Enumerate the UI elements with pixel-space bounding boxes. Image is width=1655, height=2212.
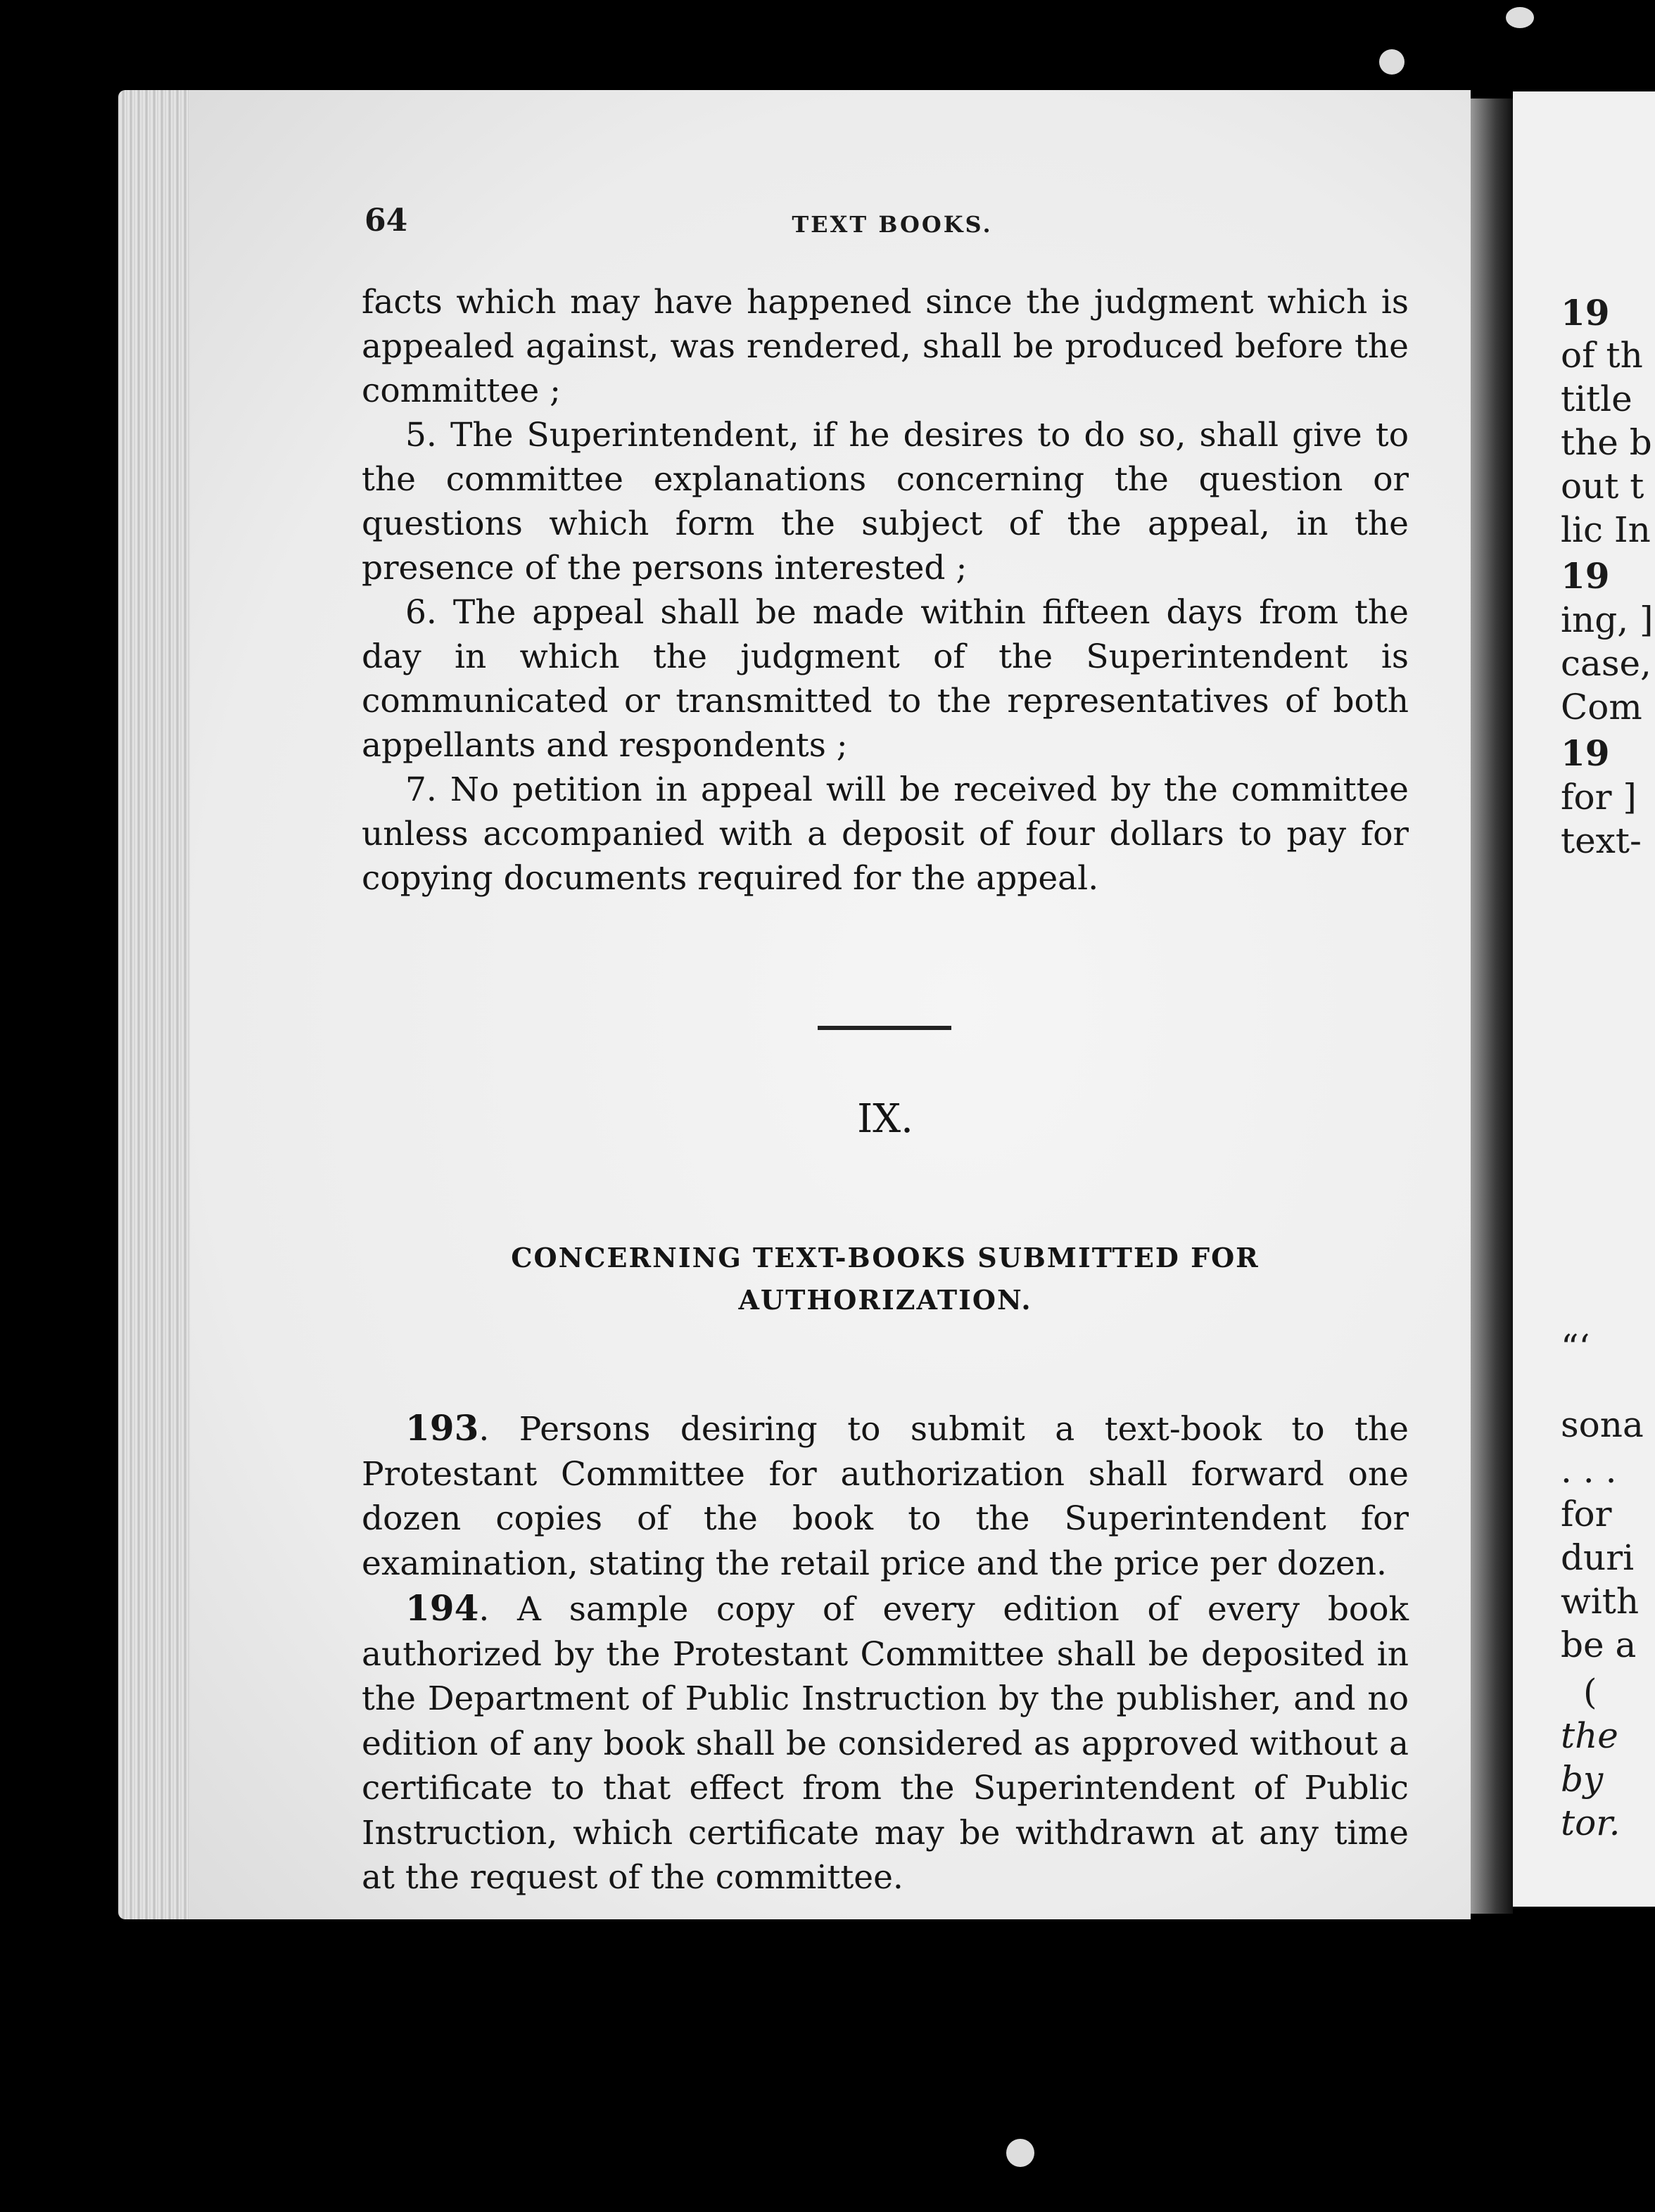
facing-page-fragment: for ] [1561, 777, 1637, 818]
facing-page-fragment: with [1561, 1581, 1640, 1622]
article-number: 194 [405, 1587, 479, 1629]
section-number: IX. [857, 1096, 913, 1142]
running-title: TEXT BOOKS. [792, 211, 993, 238]
article-number: 193 [405, 1407, 479, 1449]
section-title-line: CONCERNING TEXT-BOOKS SUBMITTED FOR [511, 1242, 1260, 1273]
facing-page-fragment: . . . [1561, 1450, 1617, 1491]
facing-page-fragment: for [1561, 1494, 1612, 1534]
facing-page-fragment: case, [1561, 643, 1651, 684]
paragraph: facts which may have happened since the judgment which is appealed against, was rendered, shall be produced before the committee ; [362, 283, 1409, 410]
section-title [362, 1237, 1409, 1321]
facing-page-fragment: “‘ [1561, 1327, 1590, 1368]
facing-page-fragment: tor. [1561, 1803, 1621, 1843]
article-text: . Persons desiring to submit a text-book to the Protestant Committee for authorization shall forward one dozen copies of the book to the Superintendent for examination, stating the retail price and the price per dozen. [362, 1410, 1409, 1583]
articles [362, 1406, 1409, 1900]
paragraph: 5. The Superintendent, if he desires to do so, shall give to the committee explanations concerning the question or questions which form the subject of the appeal, in the presence of the persons interested ; [362, 416, 1409, 587]
facing-page-fragment: lic In [1561, 509, 1651, 550]
facing-page-fragment: title [1561, 379, 1632, 419]
article [362, 1586, 1409, 1900]
article [362, 1406, 1409, 1586]
scan-speck [1006, 2139, 1034, 2167]
facing-page-fragment: ( [1583, 1672, 1597, 1712]
facing-page-fragment: the b [1561, 422, 1652, 463]
facing-page-fragment: the [1561, 1715, 1618, 1756]
running-head [364, 203, 1420, 245]
paragraph: 7. No petition in appeal will be received by the committee unless accompanied with a deposit of four dollars to pay for copying documents required for the appeal. [362, 770, 1409, 898]
facing-page-fragment: by [1561, 1759, 1604, 1800]
facing-page-fragment: 19 [1561, 732, 1610, 774]
facing-page-fragment: of th [1561, 335, 1643, 376]
facing-page [1513, 91, 1655, 1907]
facing-page-fragment: 19 [1561, 555, 1610, 597]
scan-speck [1506, 7, 1534, 28]
paragraph: 6. The appeal shall be made within fifteen days from the day in which the judgment of the Superintendent is communicated or transmitted to the representatives of both appellants and respondents ; [362, 593, 1409, 765]
page-number: 64 [364, 203, 408, 239]
facing-page-fragment: 19 [1561, 292, 1610, 333]
section-title-line: AUTHORIZATION. [738, 1284, 1032, 1316]
section-rule [818, 1026, 951, 1030]
facing-page-fragment: sona [1561, 1404, 1644, 1445]
facing-page-fragment: out t [1561, 466, 1644, 507]
continuation-text [362, 280, 1409, 901]
facing-page-fragment: duri [1561, 1537, 1635, 1578]
facing-page-fragment: be a [1561, 1625, 1637, 1665]
page-content [190, 90, 1471, 1919]
facing-page-fragment: ing, ] [1561, 599, 1654, 640]
facing-page-fragment: Com [1561, 687, 1642, 727]
facing-page-fragment: text- [1561, 820, 1642, 861]
book-gutter [1471, 98, 1513, 1914]
article-text: . A sample copy of every edition of every book authorized by the Protestant Committee shall be deposited in the Department of Public Instruction by the publisher, and no edition of any book shall be considered as approved without a certificate to that effect from the Superintendent of Public Instruction, which certificate may be withdrawn at any time at the request of the committee. [362, 1590, 1409, 1897]
scan-speck [1379, 49, 1404, 75]
